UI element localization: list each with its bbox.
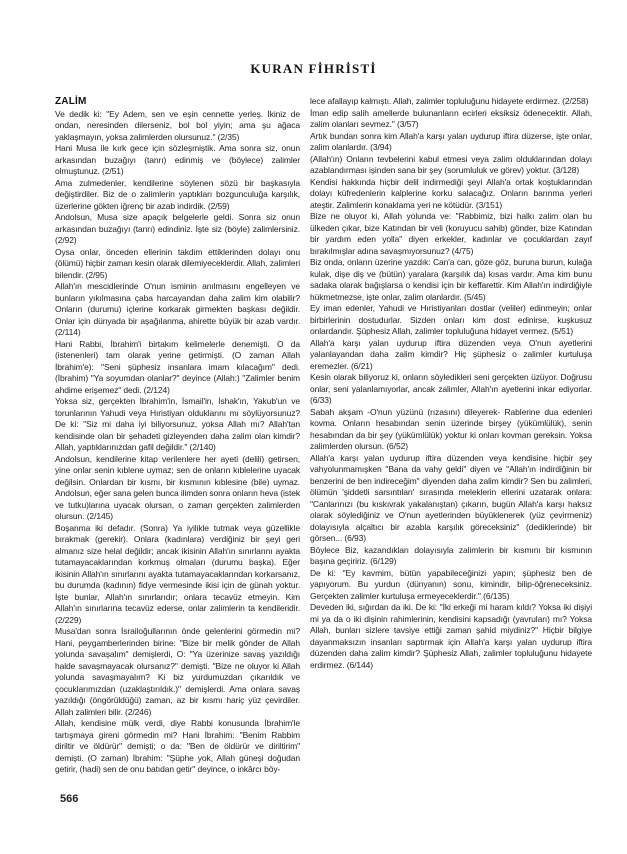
verse-paragraph: Allah'a karşı yalan uydurup iftira düzenden veya O'nun ayetlerini yalanlayandan daha zalim kimdir? Hiç şüphesiz o zalimler kurtuluşa eremezler. (6/21) (310, 337, 592, 371)
running-header: KURAN FİHRİSTİ (250, 61, 377, 76)
verse-paragraph: Biz onda, onların üzerine yazdık: Can'a can, göze göz, buruna burun, kulağa kulak, dişe diş ve (bütün) yaralara (karşılık da) kısas vardır. Ama kim bunu sadaka olarak bağışlarsa o kendisi için bir keffarettir. Kim Allah'ın indirdiğiyle hükmetmezse, işte onlar, zalim olanlardır. (5/45) (310, 257, 592, 302)
verse-paragraph: Ey iman edenler, Yahudi ve Hıristiyanları dostlar (veliler) edinmeyin; onlar birbirlerinin dostudurlar. Sizden onları kim dost edinirse, kuşkusuz onlardandır. Şüphesiz Allah, zalimler topluluğuna hidayet vermez. (5/51) (310, 303, 592, 336)
verse-paragraph: Andolsun, Musa size apaçık belgelerle geldi. Sonra siz onun arkasından buzağıyı (tanrı) edindiniz. İşte siz (böyle) zalimlersiniz. (2/92) (55, 212, 300, 245)
page-number: 566 (60, 793, 79, 805)
verse-paragraph: Hani Rabbi, İbrahim'i birtakım kelimelerle denemişti. O da (istenenleri) tam olarak yerine getirmişti. (O zaman Allah İbrahim'e): "Seni şüphesiz insanlara imam kılacağım" dedi. (İbrahim) "Ya soyumdan olanlar?" deyince (Allah:) "Zalimler benim ahdime erişemez" dedi. (2/124) (55, 338, 300, 395)
verse-paragraph: Allah'a karşı yalan uydurup iftira düzenden veya kendisine hiçbir şey vahyolunmamışken "Bana da vahy geldi" diyen ve "Allah'ın indirdiğinin bir benzerini de ben indireceğim" diyenden daha zalim kimdir? Sen bu zalimleri, ölümün 'şiddetli sarsıntıları' sırasında meleklerin ellerini uzatarak onlara: "Canlarınızı (bu kıskıvrak yakalanıştan) çıkarın, bugün Allah'a karşı haksız olarak söylediğiniz ve O'nun ayetlerinden büyüklenerek (yüz çevirmeniz) dolayısıyla alçaltıcı bir azabla karşılık göreceksiniz" (dediklerinde) bir görsen... (6/93) (310, 452, 592, 543)
verse-paragraph: Ve dedik ki: "Ey Adem, sen ve eşin cennette yerleş. İkiniz de ondan, neresinden dilerseniz, bol bol yiyin; ama şu ağaca yaklaşmayın, yoksa zalimlerden olursunuz." (2/35) (55, 108, 300, 142)
verse-paragraph: Sabah akşam -O'nun yüzünü (rızasını) dileyerek- Rablerine dua edenleri kovma. Onların hesabından senin üzerinde birşey (yükümlülük), senin hesabından da bir şey (yükümlülük) yoktur ki onları kovman gereksin. Yoksa zalimlerden olursun. (6/52) (310, 406, 592, 451)
verse-paragraph: Ama zulmedenler, kendilerine söylenen sözü bir başkasıyla değiştirdiler. Biz de o zalimlerin yaptıkları bozgunculuğa karşılık, üzerlerine gökten iğrenç bir azab indirdik. (2/59) (55, 177, 300, 211)
right-column (310, 96, 592, 671)
verse-paragraph: Artık bundan sonra kim Allah'a karşı yalan uydurup iftira düzerse, işte onlar, zalim olanlardır. (3/94) (310, 130, 592, 152)
verse-paragraph: Allah, kendisine mülk verdi, diye Rabbi konusunda İbrahim'le tartışmaya gireni görmedin mi? Hani İbrahim: "Benim Rabbim diriltir ve öldürür" demişti; o da: "Ben de öldürür ve diriltirim" demişti. (O zaman) İbrahim: "Şüphe yok, Allah güneşi doğudan getirir, (hadi) sen de onu batıdan getir" deyince, o inkârcı böy- (55, 718, 300, 774)
verse-paragraph: Musa'dan sonra İsrailoğullarının önde gelenlerini görmedin mi? Hani, peygamberlerinden birine: "Bize bir melik gönder de Allah yolunda savaşalım" demişlerdi, O: "Ya üzerinize savaş yazıldığı halde savaşmayacak olursanız?" demişti. "Bize ne oluyor ki Allah yolunda savaşmayalım? Ki biz yurdumuzdan çıkarıldık ve çocuklarımızdan (uzaklaştırıldık.)" demişlerdi. Ama onlara savaş yazıldığı (öngörüldüğü) zaman, az bir kısmı hariç yüz çevirdiler. Allah zalimleri bilir. (2/246) (55, 626, 300, 717)
verse-paragraph: Deveden iki, sığırdan da iki. De ki: "İki erkeği mi haram kıldı? Yoksa iki dişiyi mi ya da o iki dişinin rahimlerinin, kendisini kapsadığı (yavruları) mı? Yoksa Allah, bunları sizlere tavsiye ettiği zaman şahid miydiniz?" Hiçbir bilgiye dayanmaksızın insanları saptırmak için Allah'a karşı yalan uydurup iftira düzenden daha zalim kimdir? Şüphesiz Allah, zalimler topluluğunu hidayete erdirmez. (6/144) (310, 602, 592, 670)
verse-paragraph: Kesin olarak biliyoruz ki, onların söyledikleri seni gerçekten üzüyor. Doğrusu onlar, seni yalanlamıyorlar, ancak zalimler, Allah'ın ayetlerini inkar ediyorlar. (6/33) (310, 372, 592, 405)
verse-paragraph: Allah'ın mescidlerinde O'nun isminin anılmasını engelleyen ve bunların yıkılmasına çaba harcayandan daha zalim kim olabilir? Onların (durumu) içlerine korkarak girmekten başkası değildir. Onlar için dünyada bir aşağılanma, ahirette büyük bir azab vardır. (2/114) (55, 281, 300, 337)
verse-paragraph: Böylece Biz, kazandıkları dolayısıyla zalimlerin bir kısmını bir kısmının başına geçiririz. (6/129) (310, 544, 592, 566)
left-column-text (55, 109, 300, 776)
verse-paragraph: Yoksa siz, gerçekten İbrahim'in, İsmail'in, İshak'ın, Yakub'un ve torunlarının Yahudi veya Hıristiyan olduklarını mı söylüyorsunuz? De ki: "Siz mi daha iyi biliyorsunuz, yoksa Allah mı? Allah'tan kendisinde olan bir şehadeti gizleyenden daha zalim olan kimdir? Allah, yaptıklarınızdan gafil değildir." (2/140) (55, 396, 300, 452)
verse-paragraph: Kendisi hakkında hiçbir delil indirmediği şeyi Allah'a ortak koştuklarından dolayı küfredenlerin kalplerine korku salacağız. Onların barınma yerleri ateştir. Zalimlerin konaklama yeri ne kötüdür. (3/151) (310, 176, 592, 210)
verse-paragraph: Andolsun, kendilerine kitap verilenlere her ayeti (delili) getirsen, yine onlar senin kıblene uymaz; sen de onların kıblelerine uyacak değilsin. Onlardan bir kısmı, bir kısmının kıblesine (bile) uymaz. Andolsun, eğer sana gelen bunca ilimden sonra onların heva (istek ve tutku)larına uyacak olursan, o zaman gerçekten zalimlerden olursun. (2/145) (55, 453, 300, 521)
verse-paragraph: (Allah'ın) Onların tevbelerini kabul etmesi veya zalim olduklarından dolayı azablandırması işinden sana bir şey (sorumluluk ve görev) yoktur. (3/128) (310, 153, 592, 175)
verse-paragraph: Boşanma iki defadır. (Sonra) Ya iyilikle tutmak veya güzellikle bırakmak (gerekir). Onlara (kadınlara) verdiğiniz bir şeyi geri almanız size helal değildir; ancak ikisinin Allah'ın sınırlarını ayakta tutamayacaklarından korkmuş olmaları (durumu başka). Eğer ikisinin Allah'ın sınırlarını ayakta tutamayacaklarından korkarsanız, bu durumda (kadının) fidye vermesinde ikisi için de günah yoktur. İşte bunlar, Allah'ın sınırlarıdır; onlara tecavüz etmeyin. Kim Allah'ın sınırlarına tecavüz ederse, onlar zalimlerin ta kendileridir. (2/229) (55, 522, 300, 625)
right-column-text (310, 96, 592, 671)
verse-paragraph: Bize ne oluyor ki, Allah yolunda ve: "Rabbimiz, bizi halkı zalim olan bu ülkeden çıkar, bize Katından bir veli (koruyucu sahib) gönder, bize Katından bir yardım eden yolla" diyen erkekler, kadınlar ve çocuklardan zayıf bırakılmışlar adına savaşmıyorsunuz? (4/75) (310, 211, 592, 256)
verse-paragraph: Hani Musa ile kırk gece için sözleşmiştik. Ama sonra siz, onun arkasından buzağıyı (tanrı) edinmiş ve (böylece) zalimler olmuştunuz. (2/51) (55, 143, 300, 176)
verse-paragraph: De ki: "Ey kavmim, bütün yapabileceğinizi yapın; şüphesiz ben de yapıyorum. Bu yurdun (dünyanın) sonu, kimindir, bilip-öğreneceksiniz. Gerçekten zalimler kurtuluşa ermeyeceklerdir." (6/135) (310, 567, 592, 601)
verse-paragraph: lece afallayıp kalmıştı. Allah, zalimler topluluğunu hidayete erdirmez. (2/258) (310, 96, 589, 106)
verse-paragraph: Oysa onlar, önceden ellerinin takdim ettiklerinden dolayı onu (ölümü) hiçbir zaman kesin olarak dilemiyeceklerdir. Allah, zalimleri bilendir. (2/95) (55, 246, 300, 280)
section-title: ZALİM (55, 96, 87, 107)
left-column (55, 96, 300, 776)
verse-paragraph: İman edip salih amellerde bulunanların ecirleri eksiksiz ödenecektir. Allah, zalim olanları sevmez." (3/57) (310, 107, 592, 129)
